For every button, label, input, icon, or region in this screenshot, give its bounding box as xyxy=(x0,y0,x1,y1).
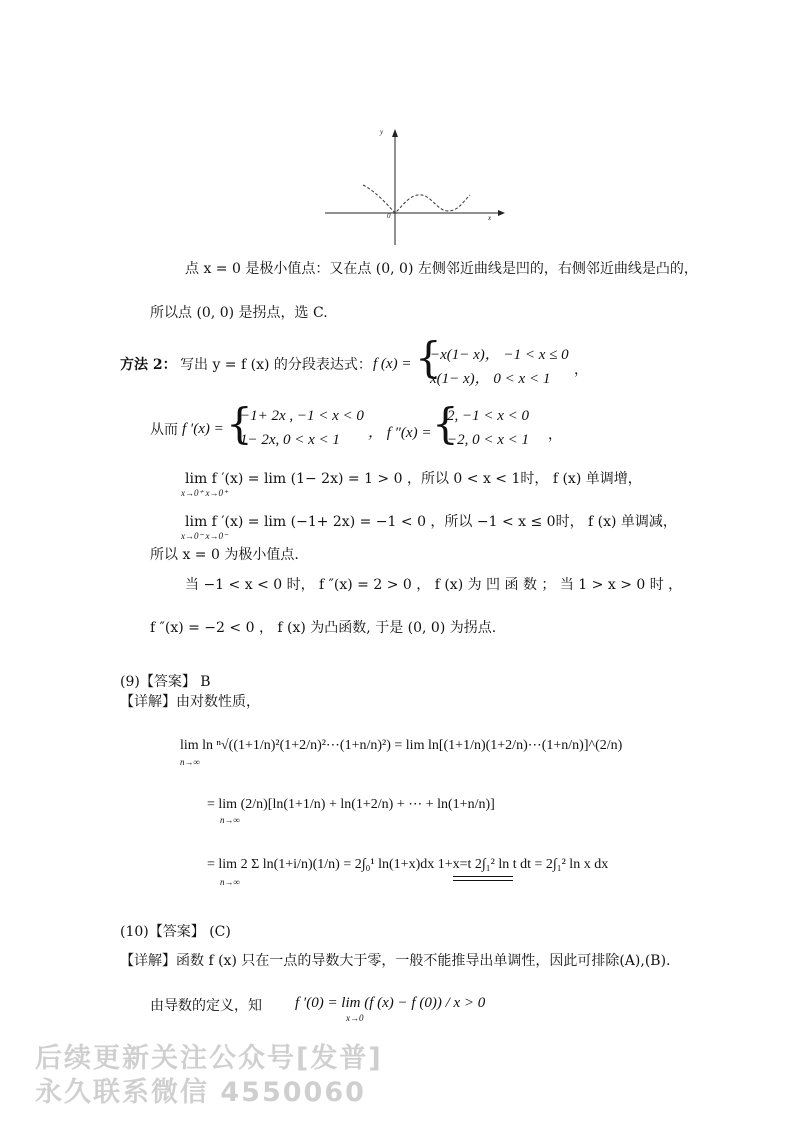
q9-equation-3: = lim 2 Σ ln(1+i/n)(1/n) = 2∫₀¹ ln(1+x)dx 1+x=t 2∫₁² ln t dt = 2∫₁² ln x dx xyxy=(207,857,609,872)
substitution-double-underline xyxy=(453,876,513,881)
piecewise-f-case2: x(1− x)， 0 < x < 1 xyxy=(430,371,551,387)
q9-eq1-subscript: n→∞ xyxy=(180,757,200,767)
left-limit-subscripts: x→0⁻ x→0⁻ xyxy=(181,531,228,541)
concave-statement: 当 −1 < x < 0 时， f ″(x) = 2 > 0 ， f (x) 为 凹 函 数 ； 当 1 > x > 0 时 ， xyxy=(185,577,683,593)
q9-equation-1: lim ln ⁿ√((1+1/n)²(1+2/n)²⋯(1+n/n)²) = lim ln[(1+1/n)(1+2/n)⋯(1+n/n)]^(2/n) xyxy=(180,738,623,753)
q9-detail-label: 【详解】由对数性质， xyxy=(120,694,260,710)
second-derivative-brace: { xyxy=(432,399,459,448)
minimum-conclusion: 所以 x = 0 为极小值点. xyxy=(150,547,299,563)
second-derivative-comma: ， xyxy=(548,427,562,443)
piecewise-f-brace: { xyxy=(415,333,442,382)
origin-label: 0 xyxy=(387,212,391,220)
right-limit-subscripts: x→0⁺ x→0⁺ xyxy=(181,488,228,498)
x-axis-arrow xyxy=(498,210,505,216)
q9-answer: (9)【答案】 B xyxy=(120,674,211,690)
watermark-line-2: 永久联系微信 4550060 xyxy=(35,1077,366,1108)
piecewise-f-lhs: f (x) = xyxy=(373,356,412,372)
first-derivative-case1: −1+ 2x , −1 < x < 0 xyxy=(240,408,364,424)
derivative-intro: 从而 xyxy=(150,422,178,438)
first-derivative-lhs: f ′(x) = xyxy=(182,421,224,437)
watermark-line-1: 后续更新关注公众号[发普] xyxy=(35,1043,383,1074)
q9-equation-2: = lim (2/n)[ln(1+1/n) + ln(1+2/n) + ⋯ + ln(1+n/n)] xyxy=(207,797,495,812)
function-curve xyxy=(363,185,470,213)
second-derivative-case2: −2, 0 < x < 1 xyxy=(447,432,530,448)
q9-eq3-subscript: n→∞ xyxy=(220,877,240,887)
function-graph xyxy=(320,125,510,250)
right-limit-line: lim f ′(x) = lim (1− 2x) = 1 > 0 ，所以 0 < x < 1时， f (x) 单调增， xyxy=(185,471,642,487)
convex-statement: f ″(x) = −2 < 0 ， f (x) 为凸函数, 于是 (0, 0) 为拐点. xyxy=(150,620,497,636)
minimum-point-statement: 点 x = 0 是极小值点：又在点 (0, 0) 左侧邻近曲线是凹的，右侧邻近曲线是凸的， xyxy=(185,261,698,277)
first-derivative-case2: 1− 2x, 0 < x < 1 xyxy=(240,432,340,448)
q10-answer: (10)【答案】 (C) xyxy=(120,924,231,940)
method2-intro: 写出 y = f (x) 的分段表达式： xyxy=(180,357,372,373)
piecewise-f-comma: ， xyxy=(574,362,588,378)
derivative-definition-equation: f ′(0) = lim (f (x) − f (0)) / x > 0 xyxy=(295,995,486,1011)
second-derivative-lhs: ， f ″(x) = xyxy=(368,425,432,441)
q10-detail: 【详解】函数 f (x) 只在一点的导数大于零，一般不能推导出单调性，因此可排除(A),(B). xyxy=(120,953,671,969)
x-axis-label: x xyxy=(488,214,492,222)
derivative-definition-subscript: x→0 xyxy=(346,1013,364,1023)
first-derivative-brace: { xyxy=(226,399,253,448)
y-axis-label: y xyxy=(380,128,384,136)
inflection-conclusion: 所以点 (0, 0) 是拐点，选 C. xyxy=(150,305,328,321)
second-derivative-case1: 2, −1 < x < 0 xyxy=(447,408,530,424)
q9-eq2-subscript: n→∞ xyxy=(220,815,240,825)
y-axis-arrow xyxy=(392,129,398,137)
left-limit-line: lim f ′(x) = lim (−1+ 2x) = −1 < 0 ，所以 −1 < x ≤ 0时， f (x) 单调减， xyxy=(185,514,677,530)
derivative-definition-intro: 由导数的定义，知 xyxy=(150,998,262,1014)
piecewise-f-case1: −x(1− x)， −1 < x ≤ 0 xyxy=(430,347,569,363)
method2-label: 方法 2： xyxy=(120,357,177,373)
